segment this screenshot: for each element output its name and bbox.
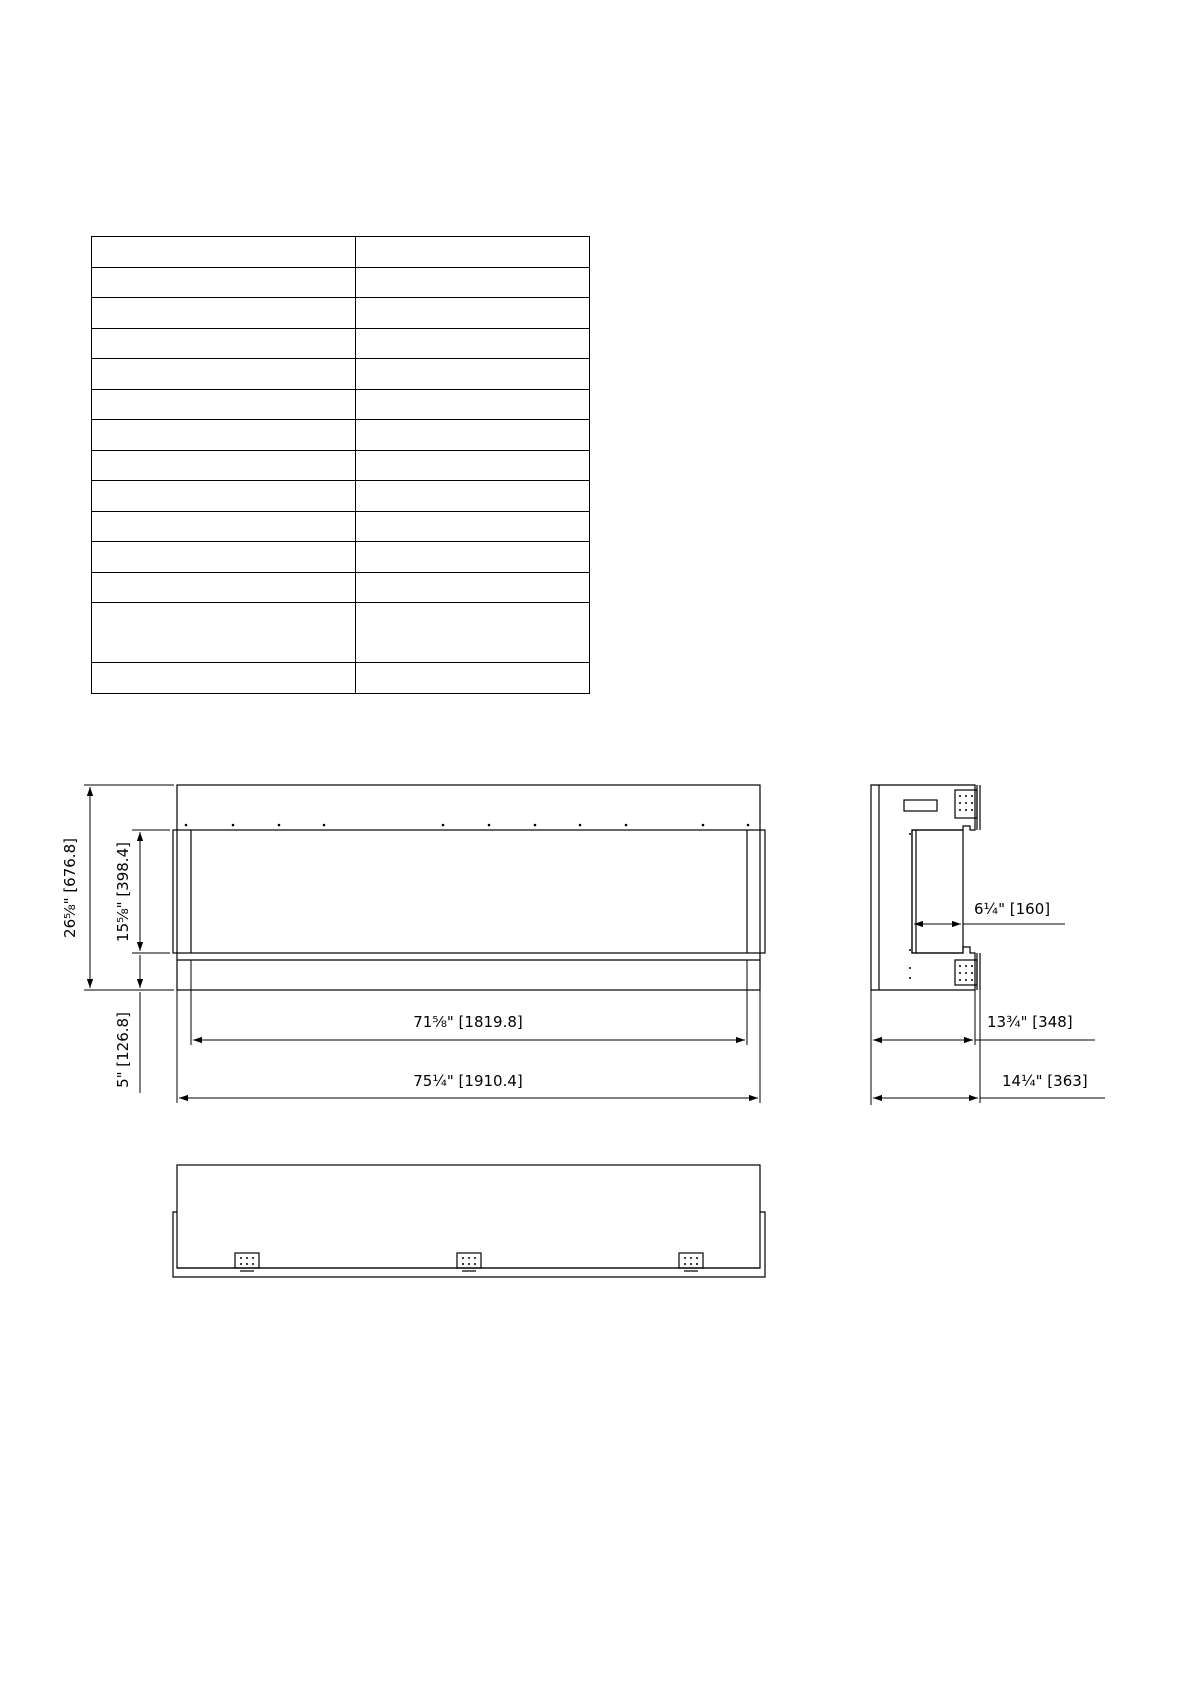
front-glass-panel (173, 830, 765, 953)
overall-width-label: 75¼" [1910.4] (413, 1072, 523, 1090)
side-outer-profile (871, 785, 975, 990)
side-inner-depth-label: 13¾" [348] (987, 1013, 1073, 1031)
front-view (173, 785, 765, 990)
bottom-bracket-center (457, 1253, 481, 1268)
total-height-label: 26⅝" [676.8] (61, 838, 79, 938)
firebox-depth-label: 6¼" [160] (974, 900, 1051, 918)
side-control-slot (904, 800, 937, 811)
base-height-label: 5" [126.8] (114, 1012, 132, 1088)
side-firebox (912, 830, 963, 953)
front-dimension-lines (84, 785, 760, 1103)
front-outer-frame (177, 785, 760, 990)
side-outer-depth-label: 14¼" [363] (1002, 1072, 1088, 1090)
front-screw-dots (185, 824, 750, 827)
opening-width-label: 71⅝" [1819.8] (413, 1013, 523, 1031)
opening-height-label: 15⅝" [398.4] (114, 842, 132, 942)
bottom-base-tray (173, 1212, 765, 1277)
bottom-view (173, 1165, 765, 1277)
side-view (871, 785, 980, 990)
bottom-bracket-right (679, 1253, 703, 1268)
bottom-bracket-left (235, 1253, 259, 1268)
